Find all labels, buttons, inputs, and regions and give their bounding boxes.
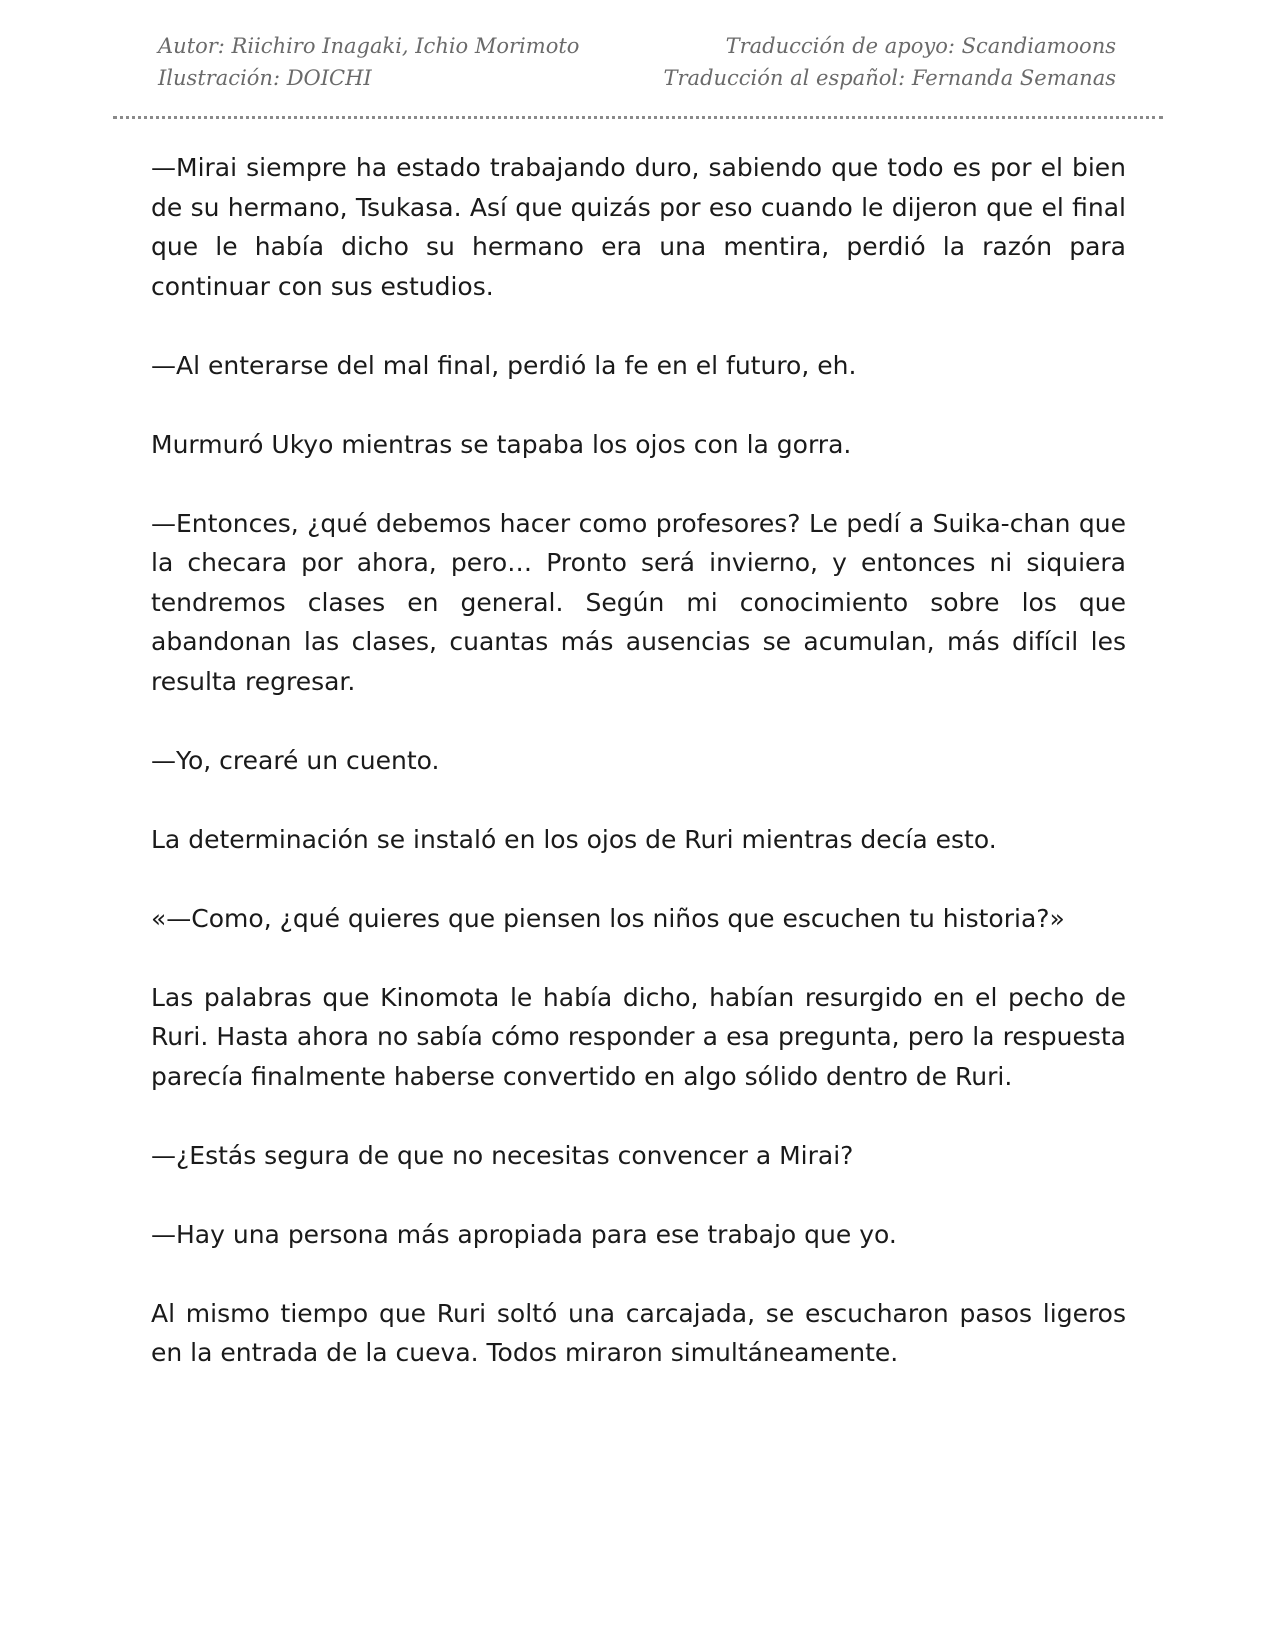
paragraph: Las palabras que Kinomota le había dicho, habían resurgido en el pecho de Ruri. Hasta ahora no sabía cómo responder a esa pregunta, pero la respuesta parecía finalmente haberse convertido en algo sólido dentro de Ruri. xyxy=(151,982,1126,1091)
paragraph: Murmuró Ukyo mientras se tapaba los ojos con la gorra. xyxy=(151,429,852,459)
support-translation-credit: Traducción de apoyo: Scandiamoons xyxy=(725,34,1116,58)
paragraph: —Hay una persona más apropiada para ese trabajo que yo. xyxy=(151,1219,897,1249)
page-body xyxy=(151,148,1126,1412)
author-credit: Autor: Riichiro Inagaki, Ichio Morimoto xyxy=(158,34,580,58)
paragraph: —Al enterarse del mal final, perdió la fe en el futuro, eh. xyxy=(151,350,857,380)
page-header xyxy=(158,30,1116,94)
paragraph: «—Como, ¿qué quieres que piensen los niños que escuchen tu historia?» xyxy=(151,903,1065,933)
spanish-translation-credit: Traducción al español: Fernanda Semanas xyxy=(663,66,1116,90)
header-row-2 xyxy=(158,62,1116,94)
paragraph: —Entonces, ¿qué debemos hacer como profesores? Le pedí a Suika-chan que la checara por ahora, pero… Pronto será invierno, y entonces ni siquiera tendremos clases en general. Según mi conocimiento sobre los que abandonan las clases, cuantas más ausencias se acumulan, más difícil les resulta regresar. xyxy=(151,508,1126,696)
paragraph: —Mirai siempre ha estado trabajando duro, sabiendo que todo es por el bien de su hermano, Tsukasa. Así que quizás por eso cuando le dijeron que el final que le había dicho su hermano era una mentira, perdió la razón para continuar con sus estudios. xyxy=(151,153,1126,301)
illustration-credit: Ilustración: DOICHI xyxy=(158,66,372,90)
header-row-1 xyxy=(158,30,1116,62)
paragraph: Al mismo tiempo que Ruri soltó una carcajada, se escucharon pasos ligeros en la entrada de la cueva. Todos miraron simultáneamente. xyxy=(151,1298,1126,1367)
paragraph: —Yo, crearé un cuento. xyxy=(151,745,440,775)
paragraph: La determinación se instaló en los ojos de Ruri mientras decía esto. xyxy=(151,824,997,854)
paragraph: —¿Estás segura de que no necesitas convencer a Mirai? xyxy=(151,1140,854,1170)
dotted-divider xyxy=(113,116,1163,119)
